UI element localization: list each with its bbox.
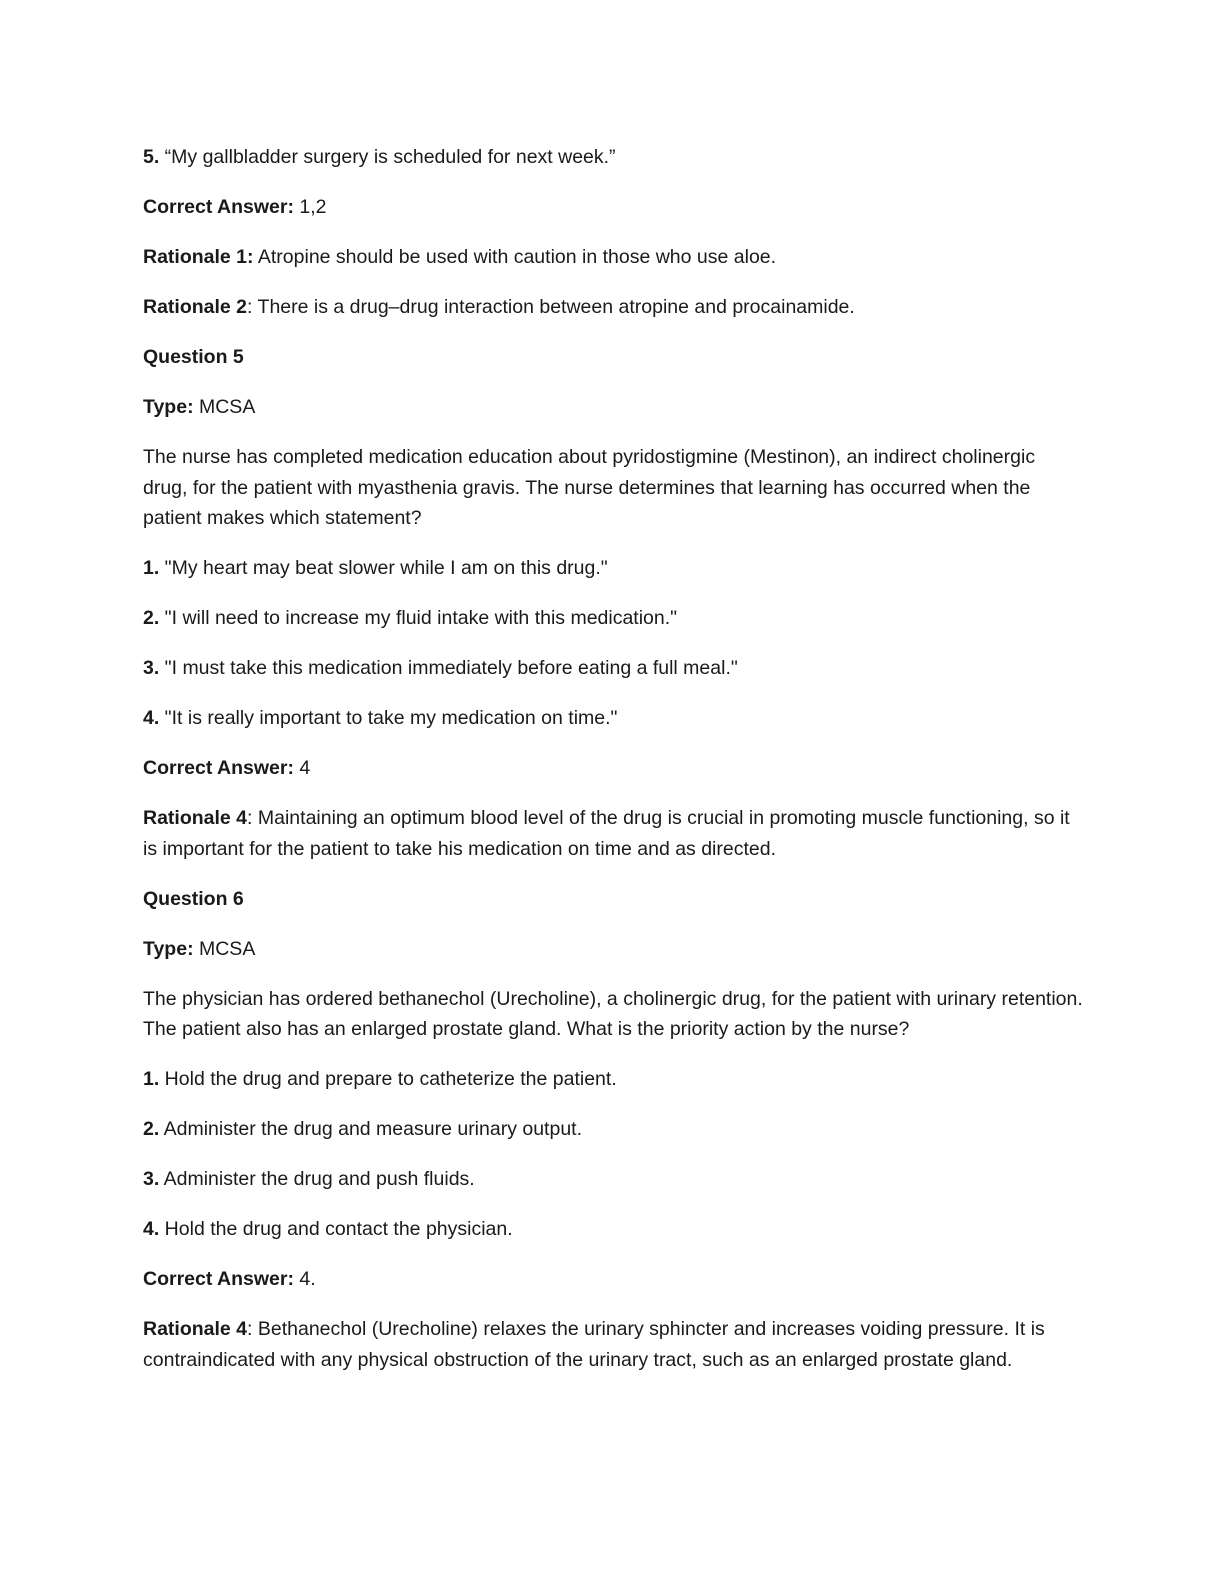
option-text: Hold the drug and prepare to catheterize the patient.	[159, 1068, 617, 1090]
option-number: 2.	[143, 1118, 160, 1140]
option-number: 3.	[143, 1168, 160, 1190]
question-6-option-2	[143, 1114, 1083, 1145]
rationale-label: Rationale 4	[143, 807, 248, 829]
option-text: "I will need to increase my fluid intake with this medication."	[159, 607, 678, 629]
type-value: MCSA	[193, 396, 256, 418]
prev-rationale-2	[143, 292, 1083, 323]
question-6-option-1	[143, 1064, 1083, 1095]
option-number: 2.	[143, 607, 160, 629]
correct-answer-value: 1,2	[293, 196, 327, 218]
question-5-stem: The nurse has completed medication education about pyridostigmine (Mestinon), an indirect cholinergic drug, for the patient with myasthenia gravis. The nurse determines that learning has occurred when the patient makes which statement?	[143, 446, 1036, 529]
rationale-label: Rationale 2	[143, 296, 248, 318]
prev-rationale-1	[143, 242, 1083, 273]
option-number: 1.	[143, 1068, 160, 1090]
rationale-text: : There is a drug–drug interaction between atropine and procainamide.	[247, 296, 855, 318]
option-text: “My gallbladder surgery is scheduled for next week.”	[159, 146, 616, 168]
option-number: 1.	[143, 557, 160, 579]
option-text: Administer the drug and measure urinary output.	[159, 1118, 583, 1140]
question-6-stem: The physician has ordered bethanechol (Urecholine), a cholinergic drug, for the patient with urinary retention. The patient also has an enlarged prostate gland. What is the priority action by the nurse?	[143, 987, 1083, 1040]
option-number: 4.	[143, 1218, 160, 1240]
question-6-rationale	[143, 1314, 1083, 1375]
question-6-option-3	[143, 1164, 1083, 1195]
option-text: "It is really important to take my medication on time."	[159, 707, 618, 729]
question-5-option-1	[143, 553, 1083, 584]
question-6-type	[143, 934, 1083, 965]
correct-answer-label: Correct Answer:	[143, 196, 294, 218]
option-text: "My heart may beat slower while I am on this drug."	[159, 557, 608, 579]
prev-option-5	[143, 142, 1083, 173]
option-number: 3.	[143, 657, 160, 679]
type-label: Type:	[143, 396, 194, 418]
option-text: "I must take this medication immediately before eating a full meal."	[159, 657, 738, 679]
question-6-heading: Question 6	[143, 887, 244, 910]
question-5-correct-answer	[143, 753, 1083, 784]
question-5-option-4	[143, 703, 1083, 734]
document-page	[143, 142, 1083, 1395]
question-6-correct-answer	[143, 1264, 1083, 1295]
option-text: Hold the drug and contact the physician.	[159, 1218, 513, 1240]
question-5-rationale	[143, 803, 1083, 864]
correct-answer-label: Correct Answer:	[143, 757, 294, 779]
prev-correct-answer	[143, 192, 1083, 223]
question-5-type	[143, 392, 1083, 423]
rationale-text: Atropine should be used with caution in those who use aloe.	[253, 246, 777, 268]
rationale-label: Rationale 1:	[143, 246, 254, 268]
question-6-option-4	[143, 1214, 1083, 1245]
option-number: 5.	[143, 146, 160, 168]
type-value: MCSA	[193, 937, 256, 960]
option-number: 4.	[143, 707, 160, 729]
correct-answer-label: Correct Answer:	[143, 1268, 294, 1290]
question-5-option-3	[143, 653, 1083, 684]
correct-answer-value: 4.	[293, 1268, 316, 1290]
question-5-option-2	[143, 603, 1083, 634]
option-text: Administer the drug and push fluids.	[159, 1168, 475, 1190]
rationale-label: Rationale 4	[143, 1318, 248, 1340]
rationale-text: : Bethanechol (Urecholine) relaxes the urinary sphincter and increases voiding pressure. It is contraindicated with any physical obstruction of the urinary tract, such as an enlarged prostate gland.	[143, 1318, 1045, 1371]
question-5-heading: Question 5	[143, 346, 244, 368]
type-label: Type:	[143, 937, 194, 960]
rationale-text: : Maintaining an optimum blood level of the drug is crucial in promoting muscle functioning, so it is important for the patient to take his medication on time and as directed.	[143, 807, 1070, 860]
correct-answer-value: 4	[293, 757, 311, 779]
